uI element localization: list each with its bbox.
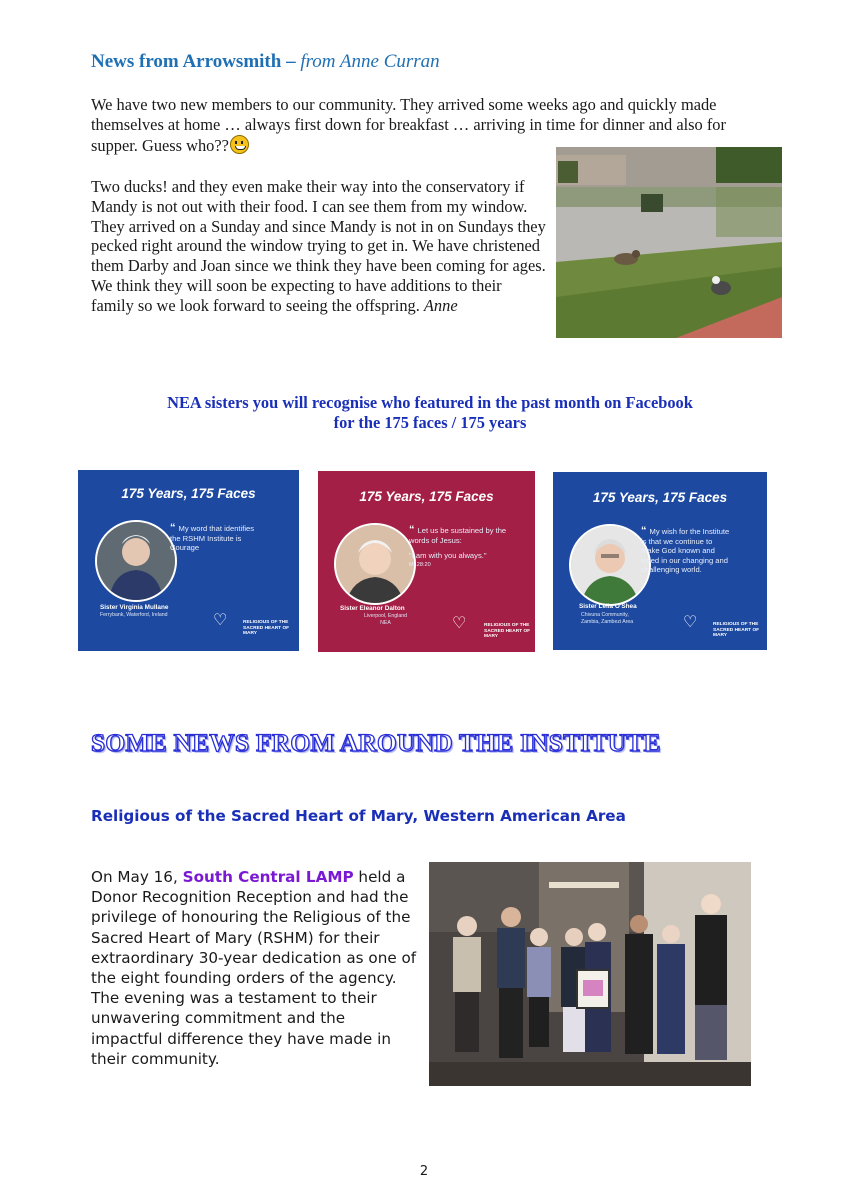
card-quote-text: Let us be sustained by the words of Jesus: [409, 526, 507, 545]
card-place-line-2: Zambia, Zambezi Area [581, 618, 634, 625]
nea-caption [90, 393, 770, 433]
card-quote-ref: Mt.28:20 [409, 561, 431, 568]
arrowsmith-paragraph-1-text: We have two new members to our community. They arrived some weeks ago and quickly made themselves at home … always first down for breakfast … arriving in time for dinner and also for supper. Guess who?? [91, 95, 726, 155]
arrowsmith-title-text: News from Arrowsmith – [91, 51, 301, 72]
card-place [581, 612, 633, 625]
portrait-leila [569, 524, 651, 606]
card-name: Sister Virginia Mullane [100, 604, 169, 611]
facebook-card-leila [553, 472, 767, 650]
nea-caption-line-1: NEA sisters you will recognise who featured in the past month on Facebook [167, 393, 693, 412]
card-quote-text: My word that identifies the RSHM Institute is Courage [170, 524, 255, 553]
quote-mark-icon: “ [409, 524, 415, 536]
card-quote-leila [641, 527, 731, 575]
heart-logo-icon: ♡ [452, 615, 467, 632]
card-title: 175 Years, 175 Faces [121, 486, 256, 501]
western-paragraph-start: On May 16, [91, 868, 183, 886]
heart-logo-icon: ♡ [213, 612, 228, 629]
arrowsmith-paragraph-2 [91, 177, 546, 316]
card-place-line-2: NEA [380, 619, 391, 626]
group-photo [429, 862, 751, 1086]
arrowsmith-signature: Anne [423, 295, 458, 315]
rshm-logo [683, 614, 763, 639]
arrowsmith-byline: from Anne Curran [300, 51, 440, 72]
institute-news-heading: SOME NEWS FROM AROUND THE INSTITUTE [91, 728, 661, 757]
nea-caption-line-2: for the 175 faces / 175 years [333, 413, 527, 432]
western-american-area-title: Religious of the Sacred Heart of Mary, Western American Area [91, 807, 626, 825]
card-name: Sister Leila O'Shea [579, 603, 637, 610]
arrowsmith-paragraph-2-text: Two ducks! and they even make their way into the conservatory if Mandy is not out with their food. I can see them from my window. They arrived on a Sunday and since Mandy is not in on Sundays they pecked right around the window trying to get in. We have christened them Darby and Joan since we think they have been coming for ages. We think they will soon be expecting to have additions to their family so we look forward to seeing the offspring. [91, 177, 546, 315]
western-paragraph-rest: held a Donor Recognition Reception and had the privilege of honouring the Religious of the Sacred Heart of Mary (RSHM) for their extraordinary 30-year dedication as one of the eight founding orders of the agency. The evening was a testament to their unwavering commitment and the impactful difference they have made in their community. [91, 868, 417, 1068]
heart-logo-icon: ♡ [683, 614, 698, 631]
card-quote-virginia [170, 524, 265, 553]
facebook-card-virginia [78, 470, 299, 651]
card-quote-text: My wish for the Institute is that we continue to make God known and loved in our changing and challenging world. [641, 527, 730, 575]
card-place: Ferrybank, Waterford, Ireland [100, 612, 168, 618]
page-number: 2 [419, 1164, 429, 1179]
facebook-card-eleanor [318, 471, 535, 652]
card-name: Sister Eleanor Dalton [340, 605, 405, 612]
arrowsmith-title [91, 51, 440, 73]
quote-mark-icon: “ [641, 525, 647, 537]
smiley-emoji-icon [230, 135, 249, 154]
rshm-logo [213, 612, 295, 637]
portrait-virginia [95, 520, 177, 602]
card-title: 175 Years, 175 Faces [592, 490, 728, 505]
card-quote-eleanor [409, 526, 514, 570]
card-place [364, 613, 407, 626]
portrait-eleanor [334, 523, 416, 605]
card-quote-2: "I am with you always." [409, 551, 487, 561]
western-paragraph [91, 867, 421, 1069]
card-place-line-1: Chivuna Community, [581, 612, 629, 618]
quote-mark-icon: “ [170, 522, 176, 534]
card-quote-line [409, 526, 514, 545]
card-title: 175 Years, 175 Faces [359, 489, 494, 504]
south-central-lamp-link[interactable]: South Central LAMP [182, 868, 354, 886]
card-org: RELIGIOUS OF THE SACRED HEART OF MARY [484, 623, 531, 640]
card-org: RELIGIOUS OF THE SACRED HEART OF MARY [713, 622, 760, 639]
ducks-photo [556, 147, 782, 338]
rshm-logo [452, 615, 532, 640]
card-org: RELIGIOUS OF THE SACRED HEART OF MARY [243, 620, 290, 637]
card-place-line-1: Liverpool, England [364, 613, 407, 619]
